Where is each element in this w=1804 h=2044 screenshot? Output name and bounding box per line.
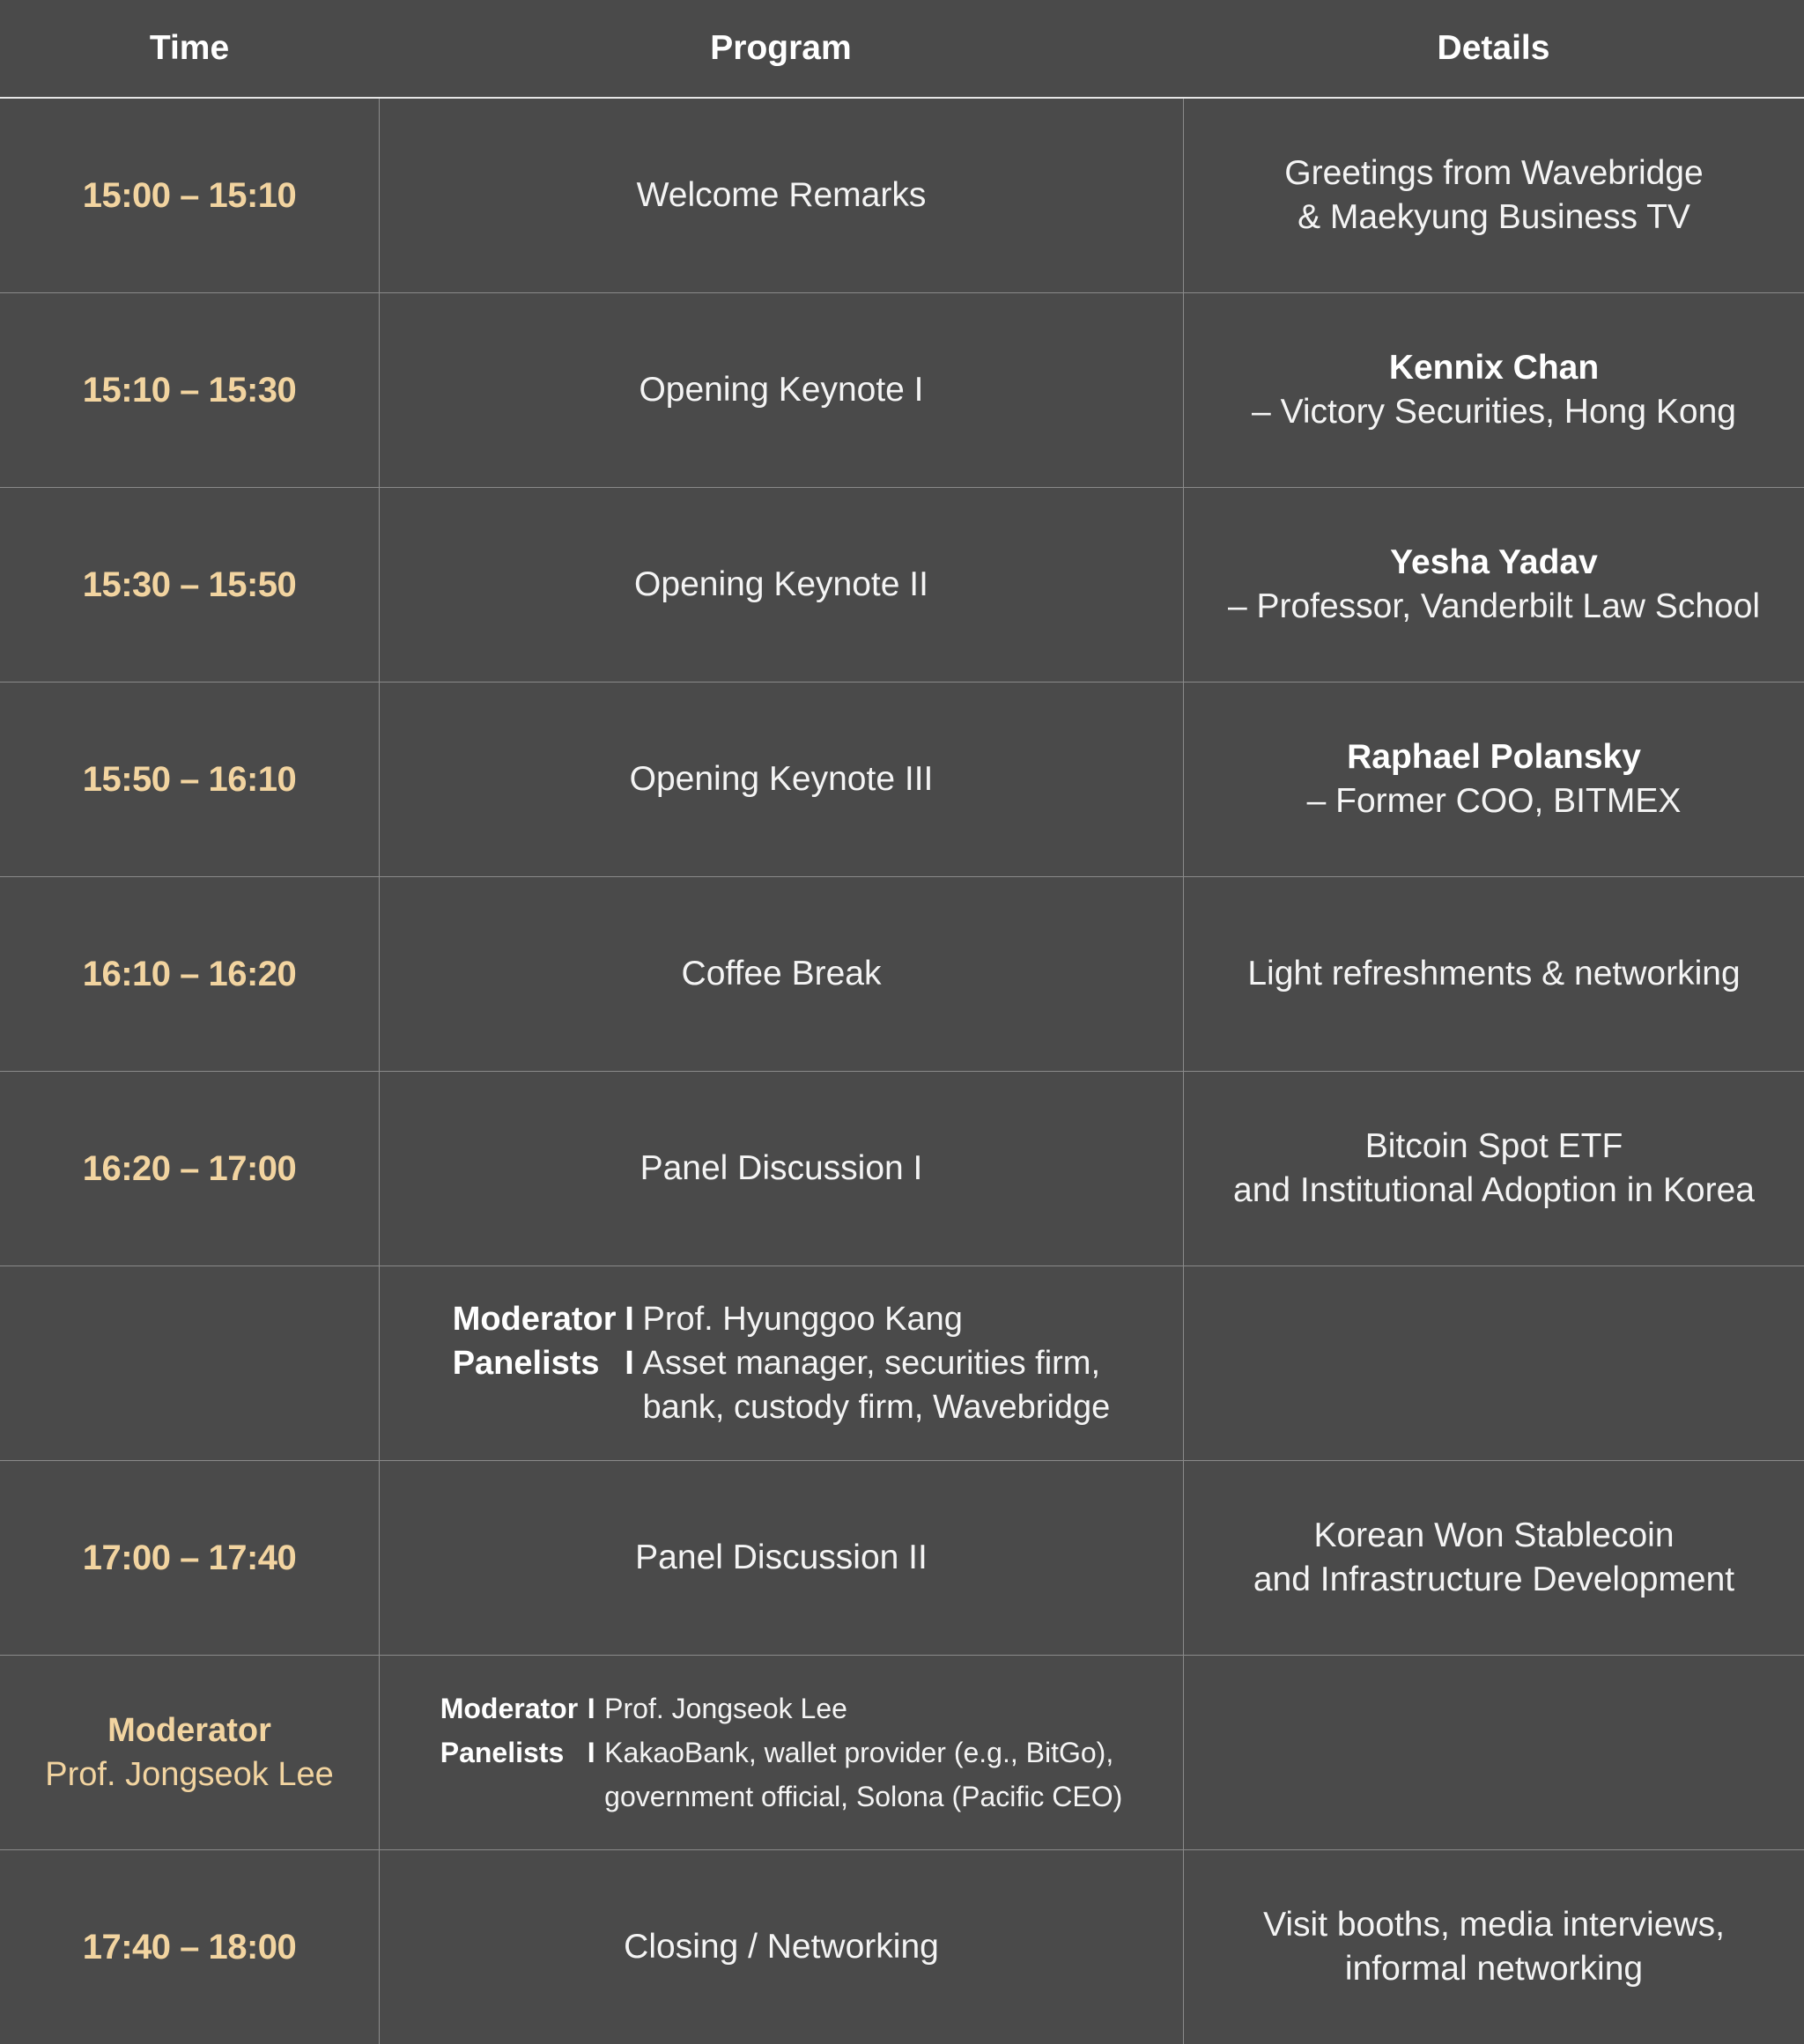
- details-line: Light refreshments & networking: [1247, 955, 1741, 992]
- header-details: Details: [1437, 29, 1550, 67]
- program-cell: Opening Keynote I: [379, 293, 1183, 487]
- time-cell: [0, 1656, 379, 1849]
- program-cell: Opening Keynote II: [379, 488, 1183, 682]
- table-row: [0, 683, 1804, 877]
- time-cell-empty: [0, 1266, 379, 1460]
- header-time: Time: [149, 29, 230, 67]
- details-cell: [1183, 1850, 1804, 2044]
- panelists-label: Panelists: [440, 1737, 565, 1768]
- panelists-label: Panelists: [452, 1345, 600, 1382]
- table-row: [0, 877, 1804, 1072]
- speaker-name: Raphael Polansky: [1347, 738, 1641, 776]
- panelists-line: bank, custody firm, Wavebridge: [642, 1389, 1111, 1426]
- separator: I: [625, 1301, 634, 1338]
- speaker-affiliation: – Victory Securities, Hong Kong: [1252, 393, 1736, 431]
- program-cell: Panel Discussion II: [379, 1461, 1183, 1655]
- moderator-title: Moderator: [107, 1712, 271, 1749]
- table-row: [0, 488, 1804, 683]
- panelists-line: government official, Solona (Pacific CEO): [604, 1781, 1123, 1812]
- details-cell-empty: [1183, 1656, 1804, 1849]
- separator: I: [625, 1345, 634, 1382]
- time-cell: 17:00 – 17:40: [82, 1538, 297, 1577]
- details-cell: [1183, 488, 1804, 682]
- table-row: [0, 1850, 1804, 2044]
- moderator-name: Prof. Hyunggoo Kang: [642, 1301, 963, 1338]
- table-row: [0, 99, 1804, 293]
- time-cell: 15:50 – 16:10: [82, 759, 297, 799]
- details-line: and Institutional Adoption in Korea: [1233, 1171, 1755, 1209]
- details-line: Korean Won Stablecoin: [1313, 1516, 1675, 1554]
- moderator-name: Prof. Jongseok Lee: [45, 1756, 334, 1793]
- time-cell: 16:10 – 16:20: [82, 954, 297, 993]
- program-cell: Closing / Networking: [379, 1850, 1183, 2044]
- separator: I: [587, 1737, 595, 1768]
- program-cell: Opening Keynote III: [379, 683, 1183, 876]
- details-line: Bitcoin Spot ETF: [1364, 1127, 1623, 1165]
- details-cell: [1183, 683, 1804, 876]
- speaker-affiliation: – Former COO, BITMEX: [1306, 782, 1682, 820]
- time-cell: 15:30 – 15:50: [82, 564, 297, 604]
- table-row: [0, 1461, 1804, 1656]
- table-row: [0, 1072, 1804, 1266]
- time-cell: 17:40 – 18:00: [82, 1927, 297, 1967]
- table-row: [0, 293, 1804, 488]
- program-cell: Welcome Remarks: [379, 99, 1183, 292]
- details-line: and Infrastructure Development: [1253, 1561, 1735, 1598]
- details-line: informal networking: [1344, 1950, 1644, 1988]
- panelists-line: KakaoBank, wallet provider (e.g., BitGo),: [604, 1737, 1114, 1768]
- details-cell: [1183, 1461, 1804, 1655]
- table-header: [0, 0, 1804, 99]
- separator: I: [587, 1693, 595, 1724]
- header-program: Program: [710, 29, 852, 67]
- time-cell: 15:00 – 15:10: [82, 175, 297, 215]
- moderator-name: Prof. Jongseok Lee: [604, 1693, 847, 1724]
- program-cell: Panel Discussion I: [379, 1072, 1183, 1266]
- speaker-name: Kennix Chan: [1388, 349, 1600, 387]
- details-cell: [1183, 877, 1804, 1071]
- table-body: [0, 99, 1804, 2044]
- speaker-affiliation: – Professor, Vanderbilt Law School: [1227, 587, 1761, 625]
- details-cell: [1183, 293, 1804, 487]
- details-cell: [1183, 1072, 1804, 1266]
- panel-participants: [453, 1297, 1111, 1429]
- details-cell: [1183, 99, 1804, 292]
- time-cell: 15:10 – 15:30: [82, 370, 297, 410]
- details-line: Visit booths, media interviews,: [1263, 1906, 1725, 1944]
- panelists-line: Asset manager, securities firm,: [642, 1345, 1100, 1382]
- details-line: & Maekyung Business TV: [1298, 198, 1690, 236]
- details-line: Greetings from Wavebridge: [1284, 154, 1704, 192]
- time-cell: 16:20 – 17:00: [82, 1148, 297, 1188]
- table-row: [0, 1266, 1804, 1461]
- panel-participants: [440, 1686, 1123, 1819]
- program-cell: Coffee Break: [379, 877, 1183, 1071]
- program-cell: [379, 1656, 1183, 1849]
- moderator-label: Moderator: [440, 1693, 579, 1724]
- speaker-name: Yesha Yadav: [1390, 543, 1598, 581]
- moderator-label: Moderator: [452, 1301, 617, 1338]
- program-cell: [379, 1266, 1183, 1460]
- table-row: [0, 1656, 1804, 1850]
- details-cell-empty: [1183, 1266, 1804, 1460]
